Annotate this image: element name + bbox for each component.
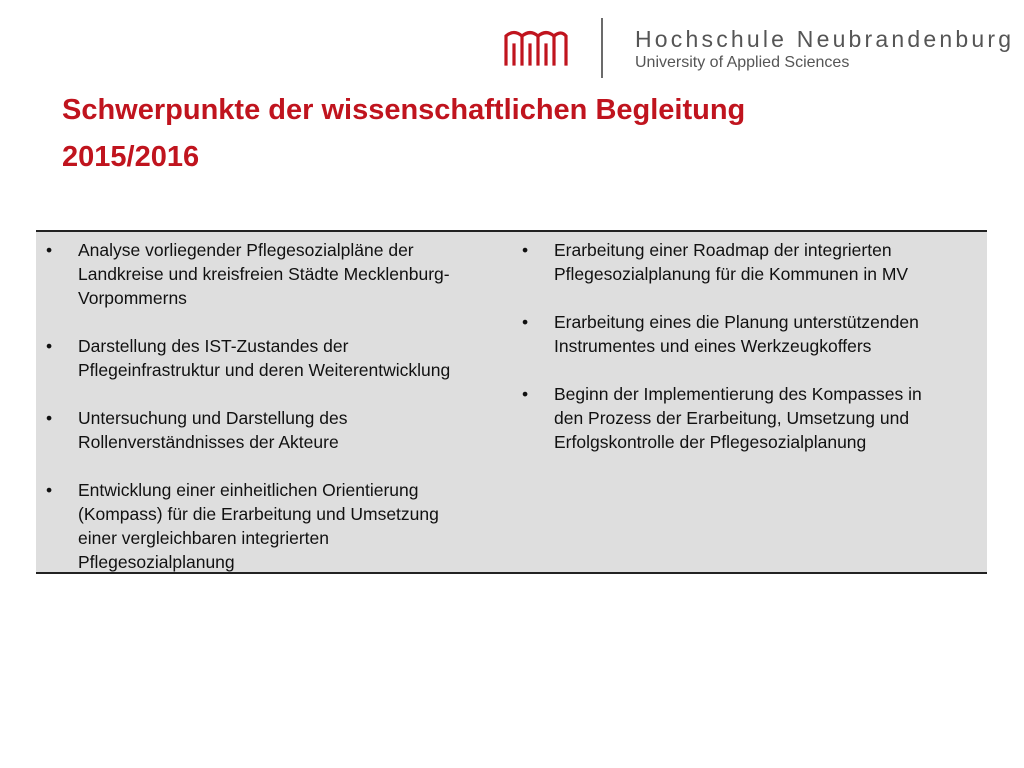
bullet-icon: • (46, 408, 53, 428)
content-table (36, 230, 987, 574)
bullet-icon: • (46, 336, 53, 356)
bullet-icon: • (522, 312, 529, 332)
university-name: Hochschule Neubrandenburg (635, 26, 1015, 52)
right-column (522, 232, 977, 454)
bullet-item (522, 382, 977, 454)
bullet-text: Erarbeitung einer Roadmap der integrierten Pflegesozialplanung für die Kommunen in MV (554, 240, 909, 284)
bullet-icon: • (522, 384, 529, 404)
bullet-item (46, 334, 511, 382)
bullet-text: Erarbeitung eines die Planung unterstützenden Instrumentes und eines Werkzeugkoffers (554, 312, 919, 356)
left-column (46, 232, 511, 574)
university-logo-icon (503, 27, 569, 67)
bullet-item (46, 406, 511, 454)
bullet-item (522, 310, 977, 358)
bullet-text: Beginn der Implementierung des Kompasses in den Prozess der Erarbeitung, Umsetzung und Erfolgskontrolle der Pflegesozialplanung (554, 384, 922, 452)
university-subtitle: University of Applied Sciences (635, 54, 850, 71)
bullet-item (46, 238, 511, 310)
bullet-text: Untersuchung und Darstellung des Rollenverständnisses der Akteure (78, 408, 348, 452)
bullet-text: Entwicklung einer einheitlichen Orientierung (Kompass) für die Erarbeitung und Umsetzung einer vergleichbaren integrierten Pflegesozialplanung (78, 480, 439, 572)
bullet-item (46, 478, 511, 574)
bullet-item (522, 238, 977, 286)
bullet-icon: • (46, 240, 53, 260)
slide-header (0, 0, 1024, 90)
slide-title-line2: 2015/2016 (62, 141, 200, 173)
slide-title (62, 87, 962, 181)
logo-divider (601, 18, 603, 78)
slide-title-line1: Schwerpunkte der wissenschaftlichen Begleitung (62, 94, 746, 126)
bullet-icon: • (522, 240, 529, 260)
bullet-text: Darstellung des IST-Zustandes der Pflegeinfrastruktur und deren Weiterentwicklung (78, 336, 451, 380)
bullet-text: Analyse vorliegender Pflegesozialpläne der Landkreise und kreisfreien Städte Mecklenburg- Vorpommerns (78, 240, 450, 308)
right-bullet-list (522, 238, 977, 454)
left-bullet-list (46, 238, 511, 574)
bullet-icon: • (46, 480, 53, 500)
